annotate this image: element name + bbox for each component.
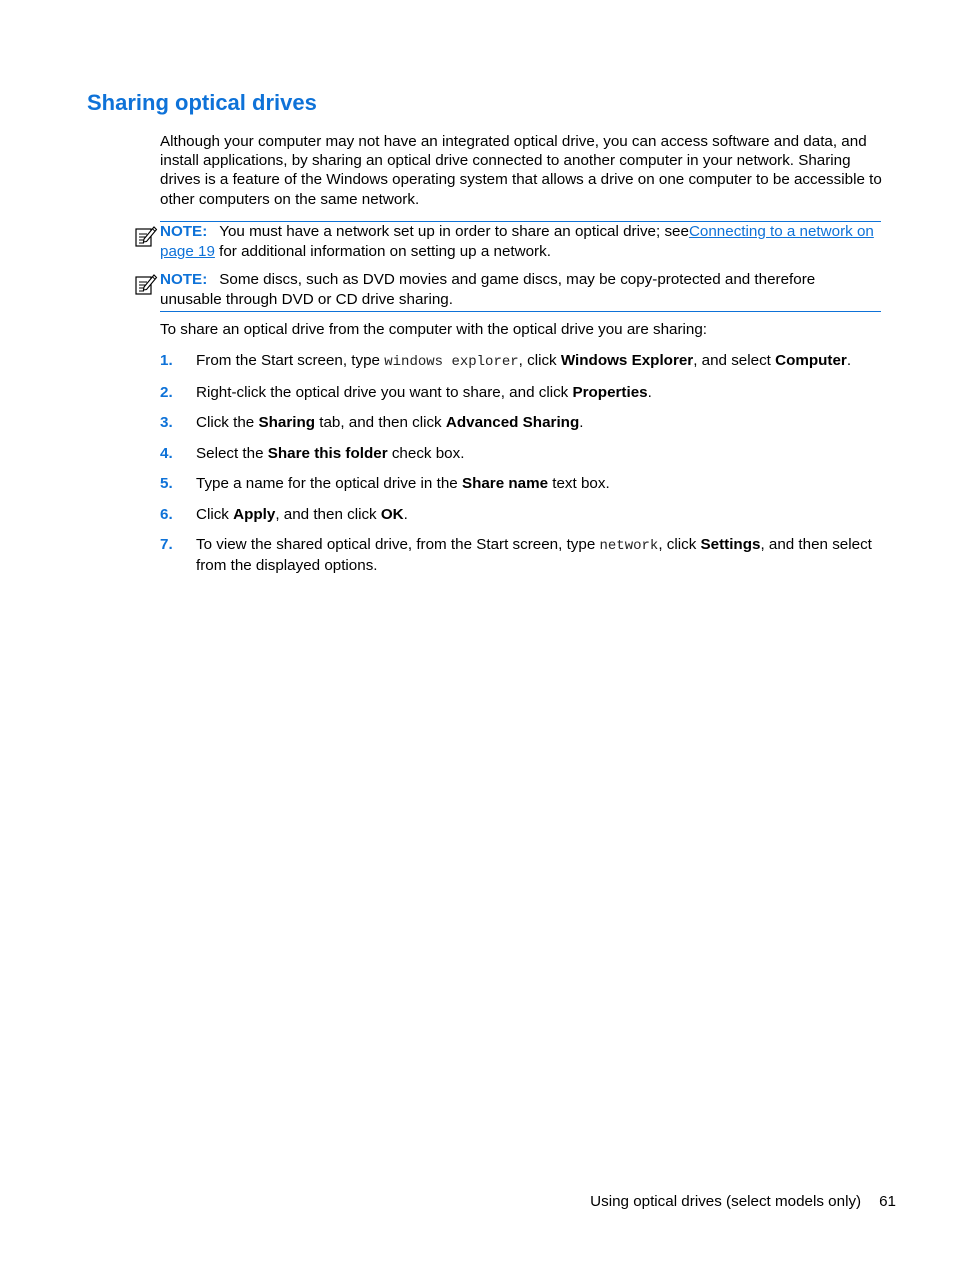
ui-term: Apply <box>233 505 276 523</box>
step-text: From the Start screen, type <box>196 352 385 369</box>
step-text: . <box>403 505 408 523</box>
step-text: tab, and then click <box>315 414 446 431</box>
page-number: 61 <box>879 1193 896 1210</box>
step-text: Type a name for the optical drive in the <box>196 475 462 492</box>
step-4 <box>160 444 884 464</box>
step-number: 3. <box>160 414 173 431</box>
note-text: Some discs, such as DVD movies and game discs, may be copy-protected and therefore unusable through DVD or CD drive sharing. <box>160 271 816 308</box>
step-text: . <box>579 414 584 431</box>
step-text: text box. <box>548 475 610 492</box>
step-text: , click <box>658 536 701 553</box>
step-2 <box>160 383 884 403</box>
step-5 <box>160 474 884 494</box>
note-icon <box>134 272 158 296</box>
step-number: 2. <box>160 383 173 401</box>
note-label: NOTE: <box>160 271 208 288</box>
ui-term: OK <box>380 505 404 523</box>
note-copy-protection <box>160 270 881 312</box>
step-text: , and then select from the displayed options. <box>196 536 872 574</box>
note-text-after: for additional information on setting up a network. <box>214 243 551 260</box>
step-number: 5. <box>160 475 173 492</box>
step-text: check box. <box>387 444 465 462</box>
step-number: 1. <box>160 352 173 369</box>
note-label: NOTE: <box>160 223 208 240</box>
code-text: network <box>599 538 659 554</box>
step-number: 4. <box>160 444 173 462</box>
note-network <box>160 221 881 262</box>
ui-term: Windows Explorer <box>560 352 694 369</box>
step-text: Click <box>196 505 234 523</box>
step-text: , and select <box>693 352 776 369</box>
step-text: . <box>846 352 852 369</box>
network-page-link[interactable]: Connecting to a network on page 19 <box>160 223 874 260</box>
ui-term: Share this folder <box>267 444 388 462</box>
steps-list <box>160 351 884 587</box>
note-icon <box>134 224 158 248</box>
code-text: windows explorer <box>384 354 519 370</box>
ui-term: Computer <box>775 352 847 369</box>
ui-term: Sharing <box>258 414 316 431</box>
step-text: To view the shared optical drive, from the Start screen, type <box>196 536 600 553</box>
step-text: , and then click <box>275 505 381 523</box>
step-text: Click the <box>196 414 259 431</box>
page-title: Sharing optical drives <box>87 90 317 115</box>
footer-section-title: Using optical drives (select models only) <box>590 1193 862 1210</box>
step-6 <box>160 505 884 525</box>
step-number: 6. <box>160 505 173 523</box>
step-text: . <box>647 383 652 401</box>
step-1 <box>160 351 884 372</box>
ui-term: Advanced Sharing <box>445 414 580 431</box>
step-text: Right-click the optical drive you want to share, and click <box>196 383 573 401</box>
intro-paragraph: Although your computer may not have an integrated optical drive, you can access software and data, and install applications, by sharing an optical drive connected to another computer in your network. Sharing drives is a feature of the Windows operating system that allows a drive on one computer to be accessible to other computers on the same network. <box>160 133 882 208</box>
steps-intro: To share an optical drive from the computer with the optical drive you are sharing: <box>160 321 708 338</box>
ui-term: Properties <box>572 383 648 401</box>
ui-term: Settings <box>700 536 761 553</box>
step-3 <box>160 413 884 433</box>
ui-term: Share name <box>461 475 549 492</box>
step-number: 7. <box>160 536 173 553</box>
step-text: , click <box>518 352 561 369</box>
step-text: Select the <box>196 444 268 462</box>
step-7 <box>160 535 884 576</box>
note-text: You must have a network set up in order to share an optical drive; see <box>219 223 689 240</box>
page-footer <box>590 1192 896 1212</box>
